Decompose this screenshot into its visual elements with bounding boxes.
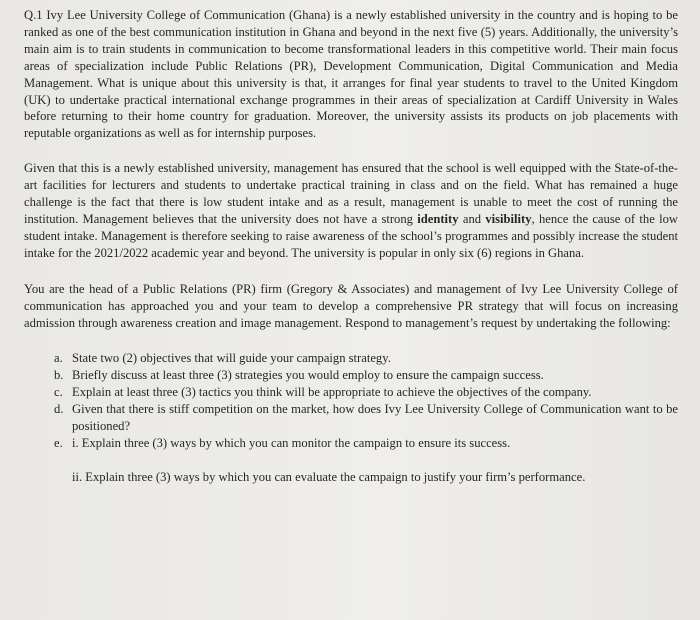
list-item [54,435,678,486]
item-text: i. Explain three (3) ways by which you can monitor the campaign to ensure its success. [72,435,511,450]
item-marker: c. [54,385,63,400]
paragraph-challenge-and: and [458,211,486,226]
item-text: Briefly discuss at least three (3) strategies you would employ to ensure the campaign success. [72,368,544,383]
paragraph-challenge-part2: , hence the cause of the low student intake. Management is therefore seeking to raise awareness of the school’s programmes and possibly increase the student intake for the 2021/2022 academic year and beyond. The university is popular in only six (6) regions in Ghana. [24,211,678,260]
item-subtext: ii. Explain three (3) ways by which you can evaluate the campaign to justify your firm’s performance. [72,469,586,484]
list-item [54,384,678,401]
item-marker: a. [54,351,63,366]
paragraph-challenge [24,160,678,261]
item-text: Explain at least three (3) tactics you think will be appropriate to achieve the objectives of the company. [72,385,592,400]
list-item [54,367,678,384]
paragraph-task: You are the head of a Public Relations (PR) firm (Gregory & Associates) and management of Ivy Lee University College of communication has approached you and your team to develop a comprehensive PR strategy that will focus on increasing admission through awareness creation and image management. Respond to management’s request by undertaking the following: [24,281,678,330]
list-item [54,401,678,435]
item-marker: b. [54,368,64,383]
bold-visibility: visibility [485,211,532,226]
paragraph-challenge-part1: Given that this is a newly established university, management has ensured that the school is well equipped with the State-of-the-art facilities for lecturers and students to undertake practical training in class and on the field. What has remained a huge challenge is the fact that there is low student intake and as a result, management is unable to meet the cost of running the institution. Management believes that the university does not have a strong [24,161,678,226]
bold-identity: identity [417,211,459,226]
item-text: Given that there is stiff competition on the market, how does Ivy Lee University College of Communication want to be positioned? [72,402,678,434]
item-marker: e. [54,435,63,450]
item-text: State two (2) objectives that will guide your campaign strategy. [72,351,391,366]
list-item [54,350,678,367]
item-marker: d. [54,402,64,417]
paragraph-intro: Q.1 Ivy Lee University College of Communication (Ghana) is a newly established university in the country and is hoping to be ranked as one of the best communication institution in Ghana and beyond in the next five (5) years. Additionally, the university’s main aim is to train students in communication to become transformational leaders in this competitive world. Their main focus areas of specialization include Public Relations (PR), Development Communication, Digital Communication and Media Management. What is unique about this university is that, it arranges for final year students to travel to the United Kingdom (UK) to undertake practical international exchange programmes in their areas of specialization at Cardiff University in Wales before returning to their home country for graduation. Moreover, the university assists its products on job placements with reputable organizations as well as for internship purposes. [24,8,678,141]
question-list [24,350,678,485]
